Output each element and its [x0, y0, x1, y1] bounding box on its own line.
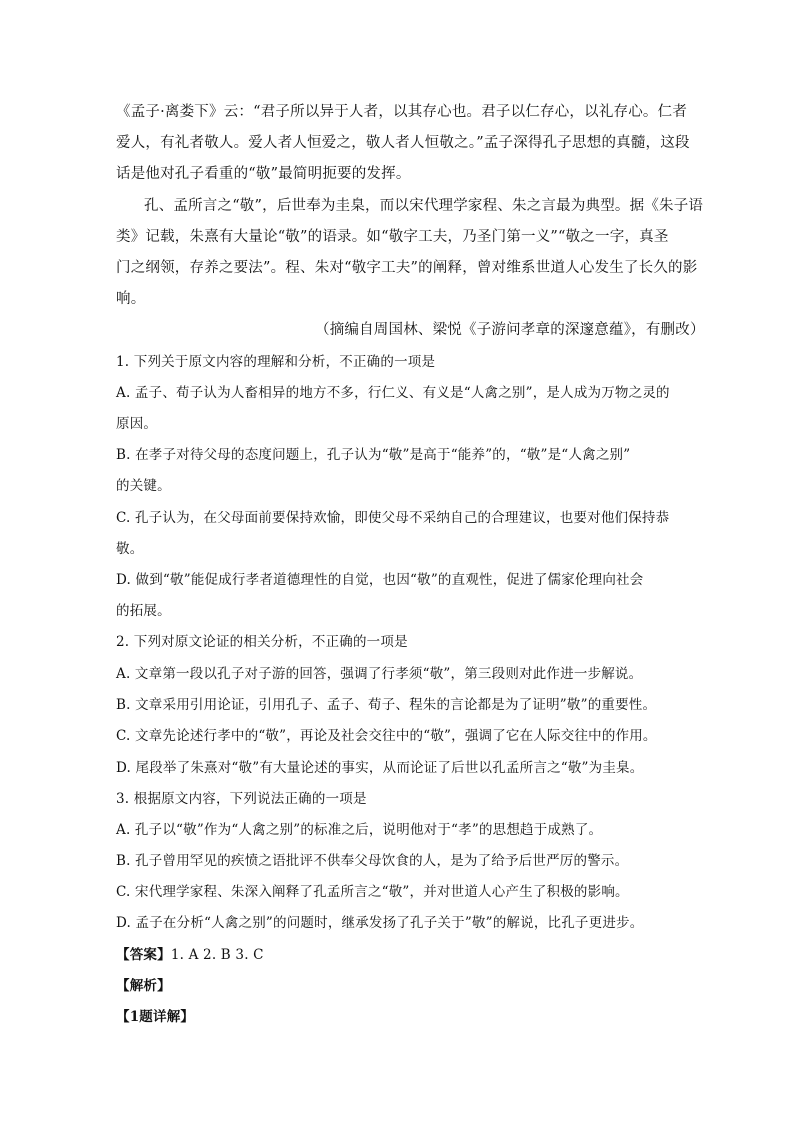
- question-2-option-a: A. 文章第一段以孔子对子游的回答，强调了行孝须“敬”，第三段则对此作进一步解说。: [116, 666, 643, 682]
- question-1-option-c-line-2: 敬。: [116, 541, 144, 557]
- question-1-option-b-line-2: 的关键。: [116, 478, 171, 494]
- question-1-option-d-line-1: D. 做到“敬”能促成行孝者道德理性的自觉，也因“敬”的直观性，促进了儒家伦理向社会: [116, 572, 644, 588]
- question-2-option-c: C. 文章先论述行孝中的“敬”，再论及社会交往中的“敬”，强调了它在人际交往中的作用。: [116, 728, 657, 744]
- question-1-option-a-line-1: A. 孟子、荀子认为人畜相异的地方不多，行仁义、有义是“人禽之别”，是人成为万物之灵的: [116, 385, 670, 401]
- question-1-option-b-line-1: B. 在孝子对待父母的态度问题上，孔子认为“敬”是高于“能养”的，“敬”是“人禽之别”: [116, 447, 631, 463]
- passage-p1-line-3: 话是他对孔子看重的“敬”最简明扼要的发挥。: [116, 166, 411, 182]
- passage-p2-line-4: 响。: [116, 291, 146, 307]
- question-3-option-a: A. 孔子以“敬”作为“人禽之别”的标准之后，说明他对于“孝”的思想趋于成熟了。: [116, 822, 603, 838]
- answer-line: [116, 945, 264, 965]
- passage-p2-line-3: 门之纲领，存养之要法”。程、朱对“敬字工夫”的阐释，曾对维系世道人心发生了长久的影: [116, 260, 698, 276]
- passage-p1-line-1: 《孟子·离娄下》云：“君子所以异于人者，以其存心也。君子以仁存心，以礼存心。仁者: [116, 104, 688, 120]
- passage-p2-line-2: 类》记载，朱熹有大量论“敬”的语录。如“敬字工夫，乃圣门第一义”“敬之一字，真圣: [116, 229, 669, 245]
- passage-source: （摘编自周国林、梁悦《子游问孝章的深邃意蕴》，有删改）: [315, 322, 705, 338]
- question-3-option-b: B. 孔子曾用罕见的疾愤之语批评不供奉父母饮食的人，是为了给予后世严厉的警示。: [116, 853, 629, 869]
- question-1-option-c-line-1: C. 孔子认为，在父母面前要保持欢愉，即使父母不采纳自己的合理建议，也要对他们保持恭: [116, 510, 670, 526]
- passage-p1-line-2: 爱人，有礼者敬人。爱人者人恒爱之，敬人者人恒敬之。”孟子深得孔子思想的真髓，这段: [116, 135, 690, 151]
- question-1-option-d-line-2: 的拓展。: [116, 603, 171, 619]
- passage-p2-line-1: 孔、孟所言之“敬”，后世奉为圭臬，而以宋代理学家程、朱之言最为典型。据《朱子语: [144, 198, 704, 214]
- analysis-label: 【解析】: [116, 978, 171, 994]
- question-3-stem: 3. 根据原文内容，下列说法正确的一项是: [116, 791, 367, 807]
- question-2-option-d: D. 尾段举了朱熹对“敬”有大量论述的事实，从而论证了后世以孔孟所言之“敬”为圭臬。: [116, 760, 644, 776]
- question-1-stem: 1. 下列关于原文内容的理解和分析，不正确的一项是: [116, 354, 436, 370]
- question-1-option-a-line-2: 原因。: [116, 416, 158, 432]
- q1-detail-label: 【1题详解】: [116, 1009, 195, 1025]
- question-2-option-b: B. 文章采用引用论证，引用孔子、孟子、荀子、程朱的言论都是为了证明”敬”的重要性。: [116, 697, 657, 713]
- answer-label: 【答案】: [116, 947, 171, 963]
- question-3-option-c: C. 宋代理学家程、朱深入阐释了孔孟所言之“敬”，并对世道人心产生了积极的影响。: [116, 884, 629, 900]
- question-3-option-d: D. 孟子在分析“人禽之别”的问题时，继承发扬了孔子关于”敬”的解说，比孔子更进步。: [116, 915, 644, 931]
- answer-text: 1. A 2. B 3. C: [170, 947, 264, 963]
- question-2-stem: 2. 下列对原文论证的相关分析，不正确的一项是: [116, 634, 408, 650]
